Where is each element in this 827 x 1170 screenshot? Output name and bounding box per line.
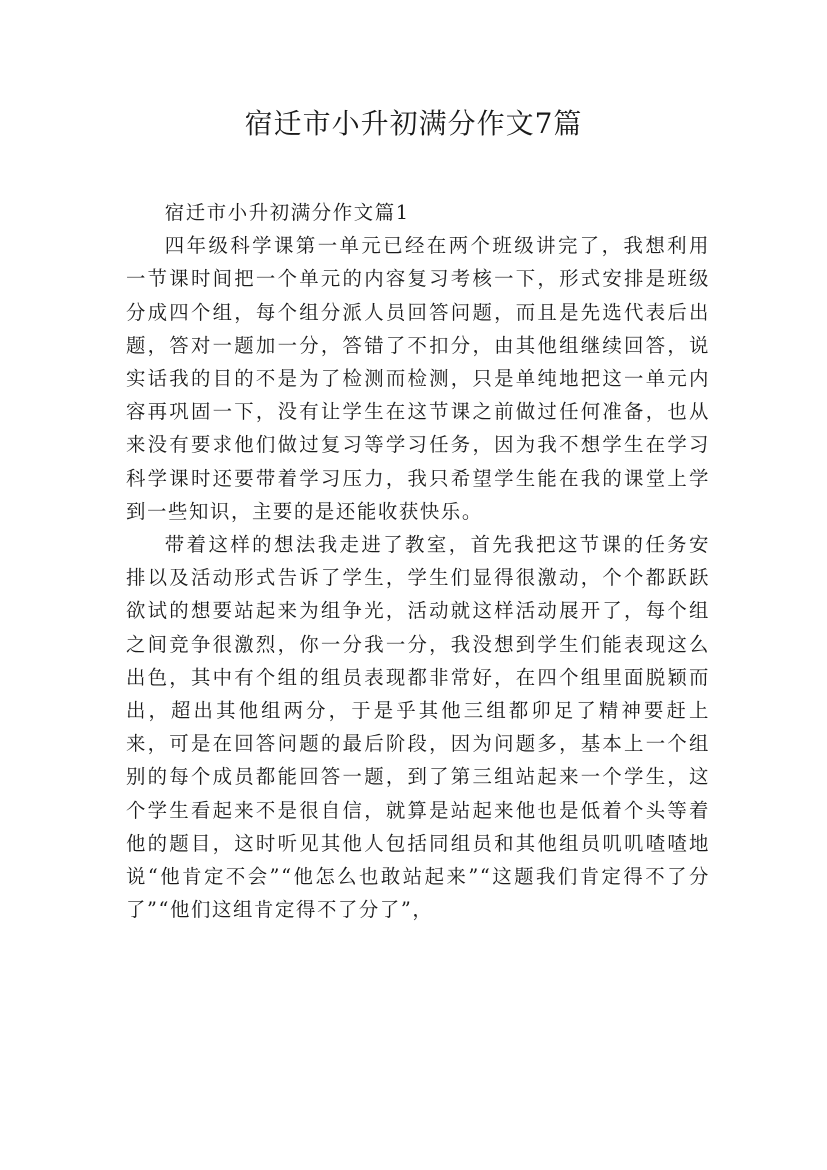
section-heading: 宿迁市小升初满分作文篇1 bbox=[164, 201, 410, 224]
paragraph-1: 四年级科学课第一单元已经在两个班级讲完了，我想利用一节课时间把一个单元的内容复习考核一下，形式安排是班级分成四个组，每个组分派人员回答问题，而且是先选代表后出题，答对一题加一分，答错了不扣分，由其他组继续回答，说实话我的目的不是为了检测而检测，只是单纯地把这一单元内容再巩固一下，没有让学生在这节课之前做过任何准备，也从来没有要求他们做过复习等学习任务，因为我不想学生在学习科学课时还要带着学习压力，我只希望学生能在我的课堂上学到一些知识，主要的是还能收获快乐。 bbox=[126, 234, 710, 523]
paragraph-2: 带着这样的想法我走进了教室，首先我把这节课的任务安排以及活动形式告诉了学生，学生们显得很激动，个个都跃跃欲试的想要站起来为组争光，活动就这样活动展开了，每个组之间竞争很激烈，你一分我一分，我没想到学生们能表现这么出色，其中有个组的组员表现都非常好，在四个组里面脱颖而出，超出其他组两分，于是乎其他三组都卯足了精神要赶上来，可是在回答问题的最后阶段，因为问题多，基本上一个组别的每个成员都能回答一题，到了第三组站起来一个学生，这个学生看起来不是很自信，就算是站起来他也是低着个头等着他的题目，这时听见其他人包括同组员和其他组员叽叽喳喳地说“他肯定不会”“他怎么也敢站起来”“这题我们肯定得不了分了”“他们这组肯定得不了分了”， bbox=[126, 533, 710, 922]
document-body bbox=[126, 196, 710, 926]
document-title: 宿迁市小升初满分作文7篇 bbox=[244, 107, 583, 140]
